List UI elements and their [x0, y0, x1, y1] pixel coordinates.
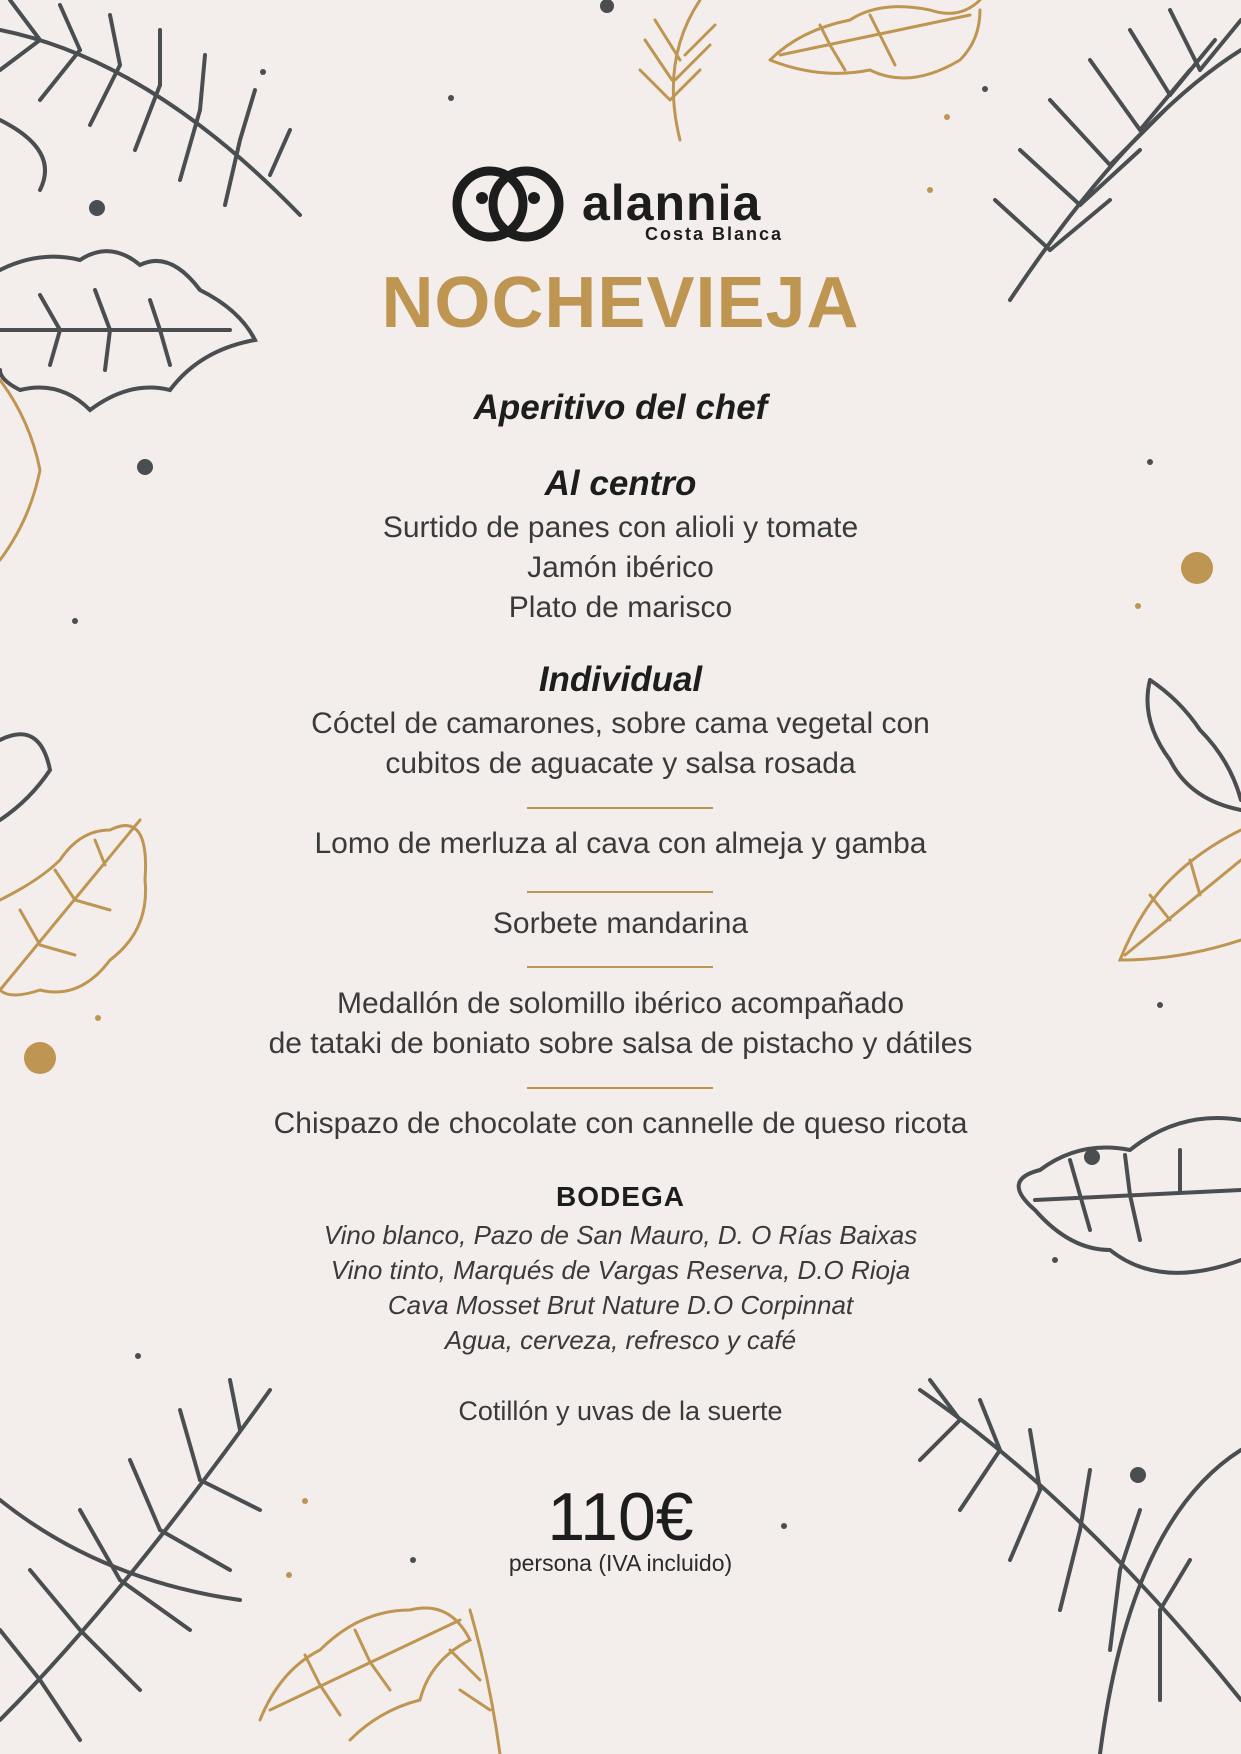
wine-item: Vino blanco, Pazo de San Mauro, D. O Rías Baixas: [323, 1220, 918, 1250]
cotillon-note: Cotillón y uvas de la suerte: [458, 1396, 783, 1426]
dish-line: Medallón de solomillo ibérico acompañado: [337, 987, 904, 1020]
dish-line: Sorbete mandarina: [492, 907, 749, 940]
divider: [527, 1087, 713, 1089]
menu-title: NOCHEVIEJA: [381, 263, 860, 343]
dish-line: Chispazo de chocolate con cannelle de queso ricota: [273, 1107, 968, 1140]
brand-logo: [452, 164, 792, 244]
wine-item: Cava Mosset Brut Nature D.O Corpinnat: [387, 1290, 854, 1320]
alannia-logo-icon: [452, 164, 564, 244]
wine-item: Vino tinto, Marqués de Vargas Reserva, D.O Rioja: [330, 1255, 911, 1285]
dish-line: de tataki de boniato sobre salsa de pistacho y dátiles: [268, 1027, 973, 1060]
price: 110€: [547, 1479, 694, 1555]
al-centro-item: Jamón ibérico: [527, 551, 714, 584]
brand-name: alannia: [582, 175, 762, 231]
wine-item: Agua, cerveza, refresco y café: [444, 1325, 797, 1355]
divider: [527, 891, 713, 893]
dish-line: cubitos de aguacate y salsa rosada: [385, 747, 856, 780]
dish-line: Lomo de merluza al cava con almeja y gamba: [314, 827, 927, 860]
dish-line: Cóctel de camarones, sobre cama vegetal con: [311, 707, 930, 740]
bodega-heading: BODEGA: [556, 1181, 685, 1212]
aperitivo-heading: Aperitivo del chef: [473, 388, 768, 427]
individual-heading: Individual: [538, 660, 703, 699]
al-centro-heading: Al centro: [544, 464, 697, 503]
brand-subtitle: Costa Blanca: [645, 224, 784, 244]
divider: [527, 966, 713, 968]
al-centro-item: Plato de marisco: [508, 591, 733, 624]
price-note: persona (IVA incluido): [508, 1550, 733, 1576]
al-centro-item: Surtido de panes con alioli y tomate: [382, 511, 859, 544]
divider: [527, 807, 713, 809]
